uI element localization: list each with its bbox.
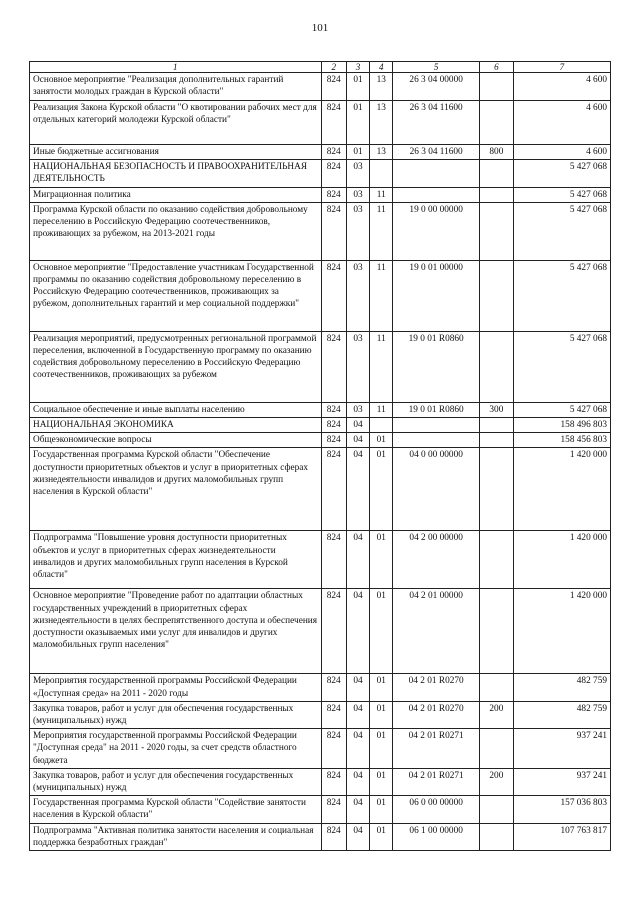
table-row [30,701,611,728]
row-expense-type-cell [479,448,513,531]
row-code-cell: 824 [321,260,346,331]
row-expense-type-cell [479,531,513,589]
row-name-cell: Государственная программа Курской области "Обеспечение доступности приоритетных объектов и услуг в приоритетных сферах жизнедеятельности инвалидов и других маломобильных групп населения в Курской области" [30,448,322,531]
row-subsection-cell: 13 [370,101,393,145]
row-section-cell: 03 [346,331,369,402]
table-row [30,729,611,769]
row-subsection-cell: 11 [370,260,393,331]
row-amount-cell: 158 496 803 [513,418,610,433]
row-subsection-cell: 01 [370,589,393,674]
row-amount-cell: 107 763 817 [513,823,610,850]
row-code-cell: 824 [321,448,346,531]
row-code-cell: 824 [321,202,346,260]
row-amount-cell: 5 427 068 [513,187,610,202]
row-name-cell: НАЦИОНАЛЬНАЯ БЕЗОПАСНОСТЬ И ПРАВООХРАНИТЕЛЬНАЯ ДЕЯТЕЛЬНОСТЬ [30,160,322,187]
row-subsection-cell: 01 [370,768,393,795]
row-expense-type-cell [479,101,513,145]
row-name-cell: Общеэкономические вопросы [30,433,322,448]
row-amount-cell: 158 456 803 [513,433,610,448]
row-subsection-cell: 01 [370,448,393,531]
row-expense-type-cell [479,202,513,260]
row-target-article-cell: 04 2 01 00000 [393,589,480,674]
row-subsection-cell: 11 [370,402,393,417]
row-code-cell: 824 [321,433,346,448]
row-target-article-cell: 19 0 01 00000 [393,260,480,331]
table-row [30,145,611,160]
row-section-cell: 03 [346,202,369,260]
row-section-cell: 04 [346,674,369,701]
header-cell-4: 4 [370,62,393,73]
header-row [30,62,611,73]
row-target-article-cell: 06 0 00 00000 [393,796,480,823]
row-target-article-cell: 26 3 04 11600 [393,145,480,160]
row-amount-cell: 482 759 [513,701,610,728]
row-subsection-cell [370,160,393,187]
row-code-cell: 824 [321,729,346,769]
row-name-cell: Реализация Закона Курской области "О квотировании рабочих мест для отдельных категорий молодежи Курской области" [30,101,322,145]
row-name-cell: Подпрограмма "Повышение уровня доступности приоритетных объектов и услуг в приоритетных сферах жизнедеятельности инвалидов и других маломобильных групп населения в Курской области" [30,531,322,589]
row-section-cell: 04 [346,768,369,795]
row-expense-type-cell [479,187,513,202]
row-subsection-cell: 01 [370,701,393,728]
table-row [30,331,611,402]
row-amount-cell: 1 420 000 [513,448,610,531]
row-code-cell: 824 [321,101,346,145]
row-section-cell: 03 [346,187,369,202]
row-section-cell: 01 [346,101,369,145]
table-row [30,589,611,674]
row-target-article-cell: 04 2 01 R0270 [393,701,480,728]
row-name-cell: Иные бюджетные ассигнования [30,145,322,160]
row-target-article-cell: 04 0 00 00000 [393,448,480,531]
row-subsection-cell: 01 [370,823,393,850]
row-expense-type-cell [479,260,513,331]
row-amount-cell: 5 427 068 [513,260,610,331]
row-expense-type-cell: 200 [479,768,513,795]
row-section-cell: 04 [346,418,369,433]
row-section-cell: 04 [346,729,369,769]
table-row [30,160,611,187]
row-amount-cell: 5 427 068 [513,331,610,402]
row-section-cell: 04 [346,448,369,531]
table-row [30,402,611,417]
row-section-cell: 03 [346,260,369,331]
row-code-cell: 824 [321,589,346,674]
header-cell-5: 5 [393,62,480,73]
row-target-article-cell: 04 2 01 R0270 [393,674,480,701]
row-expense-type-cell [479,589,513,674]
row-target-article-cell: 04 2 00 00000 [393,531,480,589]
row-target-article-cell: 26 3 04 00000 [393,73,480,101]
row-code-cell: 824 [321,701,346,728]
table-row [30,73,611,101]
row-amount-cell: 5 427 068 [513,160,610,187]
table-row [30,202,611,260]
row-target-article-cell: 04 2 01 R0271 [393,729,480,769]
header-cell-3: 3 [346,62,369,73]
row-name-cell: Основное мероприятие "Проведение работ по адаптации областных государственных учреждений в приоритетных сферах жизнедеятельности в целях беспрепятственного доступа и обеспечения доступности оказываемых ими услуг для инвалидов и других маломобильных групп населения" [30,589,322,674]
row-expense-type-cell: 200 [479,701,513,728]
row-name-cell: Закупка товаров, работ и услуг для обеспечения государственных (муниципальных) нужд [30,768,322,795]
row-name-cell: НАЦИОНАЛЬНАЯ ЭКОНОМИКА [30,418,322,433]
row-target-article-cell: 19 0 01 R0860 [393,331,480,402]
row-expense-type-cell [479,73,513,101]
row-section-cell: 04 [346,796,369,823]
row-amount-cell: 5 427 068 [513,402,610,417]
row-subsection-cell: 11 [370,202,393,260]
row-target-article-cell: 04 2 01 R0271 [393,768,480,795]
row-section-cell: 01 [346,145,369,160]
row-section-cell: 04 [346,823,369,850]
row-subsection-cell [370,418,393,433]
row-section-cell: 01 [346,73,369,101]
row-code-cell: 824 [321,796,346,823]
row-subsection-cell: 13 [370,145,393,160]
row-amount-cell: 937 241 [513,768,610,795]
row-amount-cell: 1 420 000 [513,589,610,674]
row-section-cell: 04 [346,531,369,589]
row-code-cell: 824 [321,187,346,202]
row-expense-type-cell [479,674,513,701]
row-section-cell: 04 [346,433,369,448]
row-amount-cell: 4 600 [513,101,610,145]
row-target-article-cell [393,160,480,187]
row-name-cell: Подпрограмма "Активная политика занятости населения и социальная поддержка безработных граждан" [30,823,322,850]
row-amount-cell: 4 600 [513,73,610,101]
row-target-article-cell: 19 0 01 R0860 [393,402,480,417]
row-code-cell: 824 [321,73,346,101]
table-row [30,433,611,448]
row-subsection-cell: 01 [370,729,393,769]
row-code-cell: 824 [321,674,346,701]
header-cell-2: 2 [321,62,346,73]
table-row [30,418,611,433]
row-name-cell: Реализация мероприятий, предусмотренных региональной программой переселения, включенной в Государственную программу по оказанию содействия добровольному переселению в Российскую Федерацию соотечественников, проживающих за рубежом [30,331,322,402]
budget-table [29,61,611,851]
row-code-cell: 824 [321,331,346,402]
row-amount-cell: 482 759 [513,674,610,701]
row-expense-type-cell [479,418,513,433]
row-name-cell: Программа Курской области по оказанию содействия добровольному переселению в Российскую Федерацию соотечественников, проживающих за рубежом, на 2013-2021 годы [30,202,322,260]
row-expense-type-cell: 800 [479,145,513,160]
row-expense-type-cell [479,433,513,448]
row-expense-type-cell [479,796,513,823]
table-body [30,73,611,851]
row-subsection-cell: 01 [370,674,393,701]
row-name-cell: Миграционная политика [30,187,322,202]
row-code-cell: 824 [321,768,346,795]
row-section-cell: 03 [346,402,369,417]
row-name-cell: Государственная программа Курской области "Содействие занятости населения в Курской области" [30,796,322,823]
row-code-cell: 824 [321,823,346,850]
row-subsection-cell: 01 [370,531,393,589]
row-name-cell: Социальное обеспечение и иные выплаты населению [30,402,322,417]
row-code-cell: 824 [321,418,346,433]
row-name-cell: Мероприятия государственной программы Российской Федерации «Доступная среда» на 2011 - 2020 годы [30,674,322,701]
row-code-cell: 824 [321,160,346,187]
row-expense-type-cell [479,729,513,769]
row-section-cell: 03 [346,160,369,187]
row-expense-type-cell [479,160,513,187]
row-target-article-cell [393,187,480,202]
table-row [30,768,611,795]
header-cell-1: 1 [30,62,322,73]
row-subsection-cell: 01 [370,796,393,823]
table-row [30,823,611,850]
row-target-article-cell: 19 0 00 00000 [393,202,480,260]
table-row [30,448,611,531]
row-name-cell: Основное мероприятие "Предоставление участникам Государственной программы по оказанию содействия добровольному переселению в Российскую Федерацию соотечественников, проживающих за рубежом, дополнительных гарантий и мер социальной поддержки" [30,260,322,331]
row-expense-type-cell: 300 [479,402,513,417]
row-amount-cell: 157 036 803 [513,796,610,823]
page-number: 101 [311,22,329,34]
table-row [30,187,611,202]
row-subsection-cell: 01 [370,433,393,448]
row-target-article-cell: 26 3 04 11600 [393,101,480,145]
row-target-article-cell: 06 1 00 00000 [393,823,480,850]
row-name-cell: Основное мероприятие "Реализация дополнительных гарантий занятости молодых граждан в Курской области" [30,73,322,101]
row-code-cell: 824 [321,402,346,417]
table-row [30,531,611,589]
row-code-cell: 824 [321,145,346,160]
table-row [30,101,611,145]
header-cell-6: 6 [479,62,513,73]
table-row [30,674,611,701]
row-subsection-cell: 11 [370,187,393,202]
row-expense-type-cell [479,331,513,402]
header-cell-7: 7 [513,62,610,73]
row-amount-cell: 4 600 [513,145,610,160]
row-target-article-cell [393,418,480,433]
row-amount-cell: 937 241 [513,729,610,769]
row-subsection-cell: 11 [370,331,393,402]
row-expense-type-cell [479,823,513,850]
table-row [30,260,611,331]
row-section-cell: 04 [346,701,369,728]
row-name-cell: Закупка товаров, работ и услуг для обеспечения государственных (муниципальных) нужд [30,701,322,728]
row-code-cell: 824 [321,531,346,589]
row-amount-cell: 5 427 068 [513,202,610,260]
table-row [30,796,611,823]
row-subsection-cell: 13 [370,73,393,101]
row-section-cell: 04 [346,589,369,674]
row-name-cell: Мероприятия государственной программы Российской Федерации "Доступная среда" на 2011 - 2020 годы, за счет средств областного бюджета [30,729,322,769]
row-target-article-cell [393,433,480,448]
row-amount-cell: 1 420 000 [513,531,610,589]
